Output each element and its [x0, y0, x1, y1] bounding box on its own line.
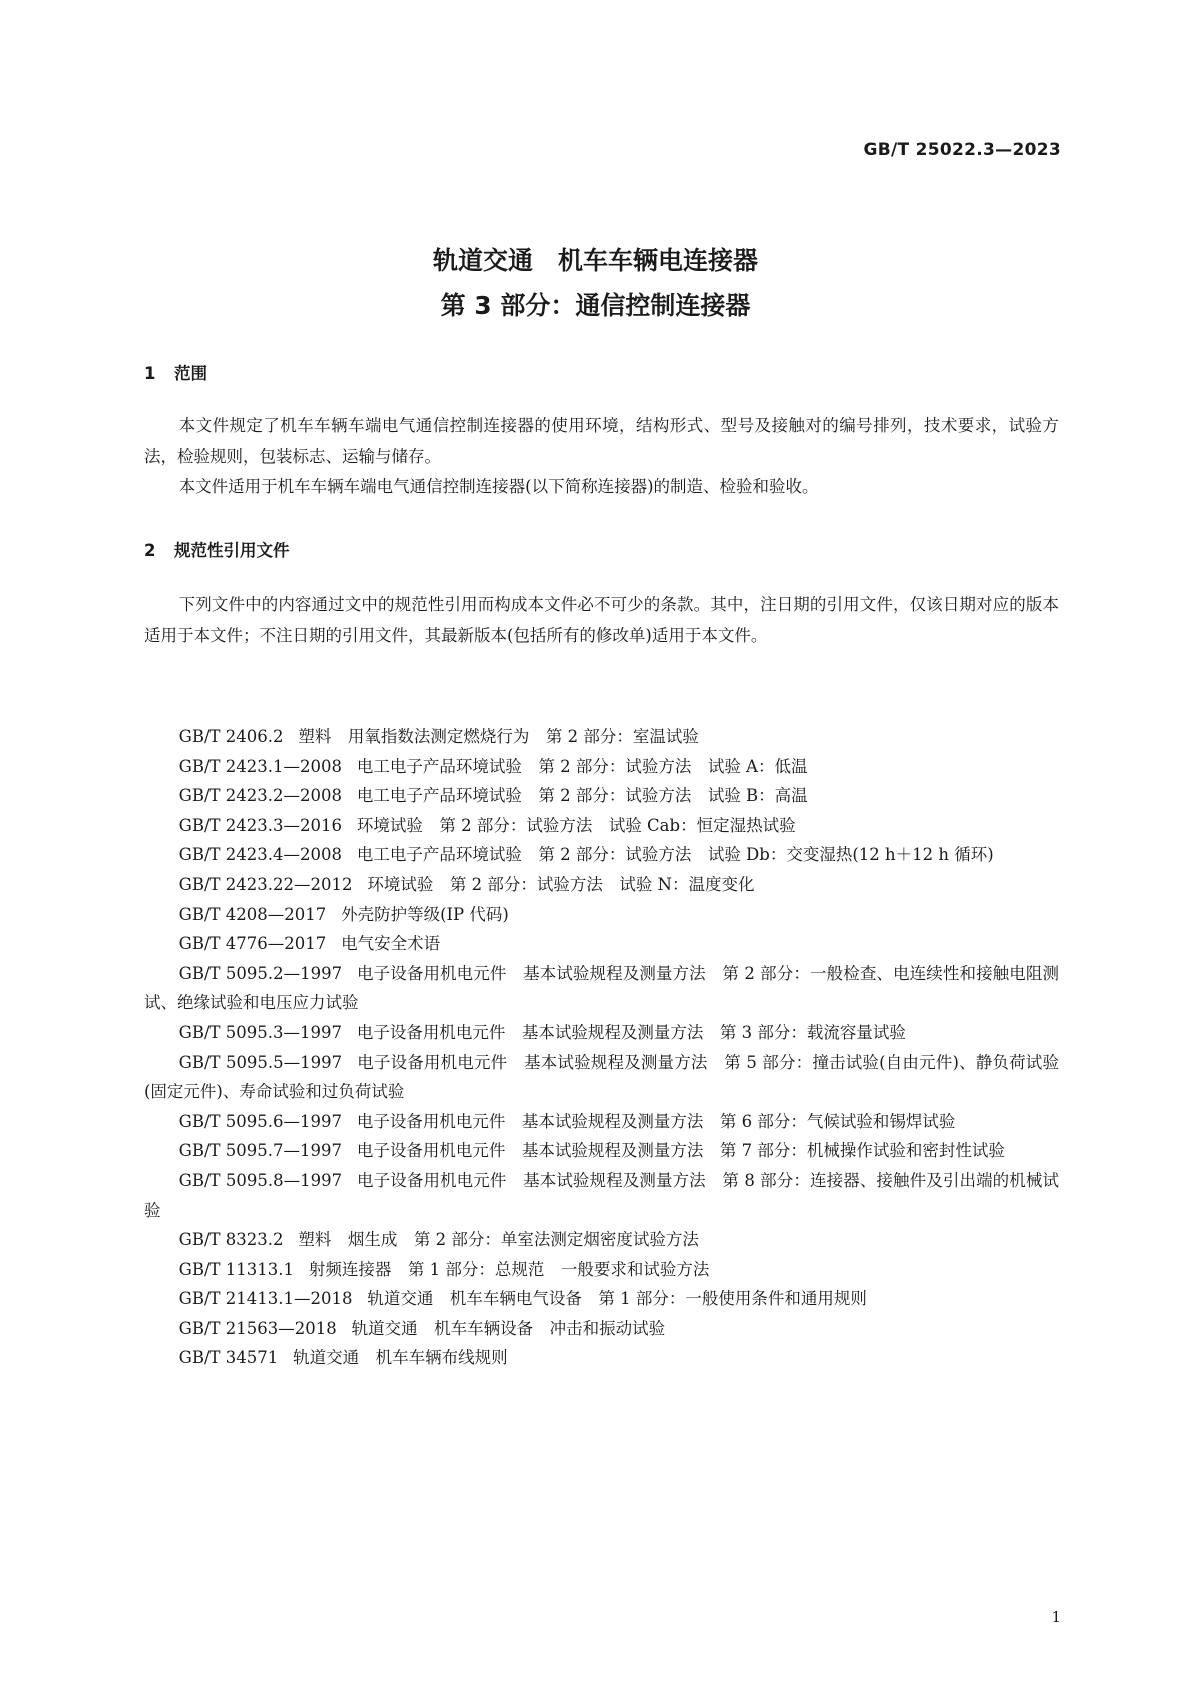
- reference-item: [144, 959, 1059, 1018]
- reference-item: [144, 811, 1059, 841]
- reference-title: 电子设备用机电元件 基本试验规程及测量方法 第 2 部分：一般检查、电连续性和接触电阻测试、绝缘试验和电压应力试验: [144, 963, 1059, 1013]
- reference-code: GB/T 5095.8—1997: [178, 1170, 343, 1190]
- reference-title: 环境试验 第 2 部分：试验方法 试验 Cab：恒定湿热试验: [356, 815, 796, 835]
- reference-code: GB/T 5095.3—1997: [178, 1022, 342, 1042]
- reference-item: [144, 1018, 1059, 1048]
- reference-item: [144, 1314, 1059, 1344]
- reference-code: GB/T 2406.2: [178, 727, 284, 746]
- reference-code: GB/T 8323.2: [178, 1230, 284, 1250]
- reference-title: 轨道交通 机车车辆电气设备 第 1 部分：一般使用条件和通用规则: [367, 1289, 867, 1309]
- section-1-heading: [144, 360, 207, 384]
- section-title: 范围: [174, 364, 207, 383]
- reference-list: [144, 722, 1059, 1373]
- reference-item: [144, 781, 1059, 811]
- reference-code: GB/T 5095.2—1997: [178, 963, 343, 983]
- reference-title: 电子设备用机电元件 基本试验规程及测量方法 第 5 部分：撞击试验(自由元件)、静负荷试验(固定元件)、寿命试验和过负荷试验: [144, 1052, 1059, 1102]
- page-number: 1: [1051, 1608, 1061, 1626]
- reference-title: 电子设备用机电元件 基本试验规程及测量方法 第 3 部分：载流容量试验: [356, 1022, 906, 1042]
- reference-item: [144, 1136, 1059, 1166]
- section-1-paragraph-2: 本文件适用于机车车辆车端电气通信控制连接器(以下简称连接器)的制造、检验和验收。: [178, 477, 819, 496]
- reference-item: [144, 1107, 1059, 1137]
- reference-title: 塑料 用氧指数法测定燃烧行为 第 2 部分：室温试验: [298, 727, 699, 746]
- reference-code: GB/T 5095.5—1997: [178, 1052, 343, 1072]
- reference-title: 电子设备用机电元件 基本试验规程及测量方法 第 6 部分：气候试验和锡焊试验: [356, 1111, 956, 1131]
- reference-item: [144, 900, 1059, 930]
- reference-code: GB/T 34571: [178, 1348, 279, 1368]
- reference-code: GB/T 2423.22—2012: [178, 874, 353, 894]
- reference-code: GB/T 2423.3—2016: [178, 815, 342, 835]
- reference-code: GB/T 21563—2018: [178, 1318, 337, 1338]
- reference-code: GB/T 11313.1: [178, 1259, 294, 1279]
- reference-title: 电子设备用机电元件 基本试验规程及测量方法 第 7 部分：机械操作试验和密封性试验: [356, 1141, 1005, 1161]
- reference-code: GB/T 2423.1—2008: [178, 756, 342, 776]
- reference-title: 环境试验 第 2 部分：试验方法 试验 N：温度变化: [367, 874, 755, 894]
- reference-code: GB/T 5095.7—1997: [178, 1141, 342, 1161]
- section-1-paragraph-1: 本文件规定了机车车辆车端电气通信控制连接器的使用环境，结构形式、型号及接触对的编号排列，技术要求，试验方法，检验规则，包装标志、运输与储存。: [144, 416, 1059, 466]
- reference-title: 电工电子产品环境试验 第 2 部分：试验方法 试验 A：低温: [356, 756, 808, 776]
- section-title: 规范性引用文件: [174, 541, 290, 560]
- document-title-line-1: 轨道交通 机车车辆电连接器: [432, 246, 758, 275]
- section-number: 1: [144, 364, 156, 383]
- reference-title: 外壳防护等级(IP 代码): [341, 904, 509, 924]
- reference-title: 电子设备用机电元件 基本试验规程及测量方法 第 8 部分：连接器、接触件及引出端的机械试验: [144, 1170, 1059, 1220]
- reference-title: 电气安全术语: [341, 934, 441, 954]
- reference-title: 电工电子产品环境试验 第 2 部分：试验方法 试验 Db：交变湿热(12 h＋12 h 循环): [356, 845, 994, 865]
- reference-code: GB/T 21413.1—2018: [178, 1289, 353, 1309]
- reference-code: GB/T 4776—2017: [178, 934, 327, 954]
- section-2-intro: 下列文件中的内容通过文中的规范性引用而构成本文件必不可少的条款。其中，注日期的引用文件，仅该日期对应的版本适用于本文件；不注日期的引用文件，其最新版本(包括所有的修改单)适用于本文件。: [144, 595, 1059, 645]
- reference-item: [144, 1255, 1059, 1285]
- standard-code: GB/T 25022.3—2023: [863, 140, 1061, 160]
- reference-item: [144, 1225, 1059, 1255]
- reference-title: 塑料 烟生成 第 2 部分：单室法测定烟密度试验方法: [298, 1230, 699, 1250]
- reference-item: [144, 840, 1059, 870]
- reference-title: 电工电子产品环境试验 第 2 部分：试验方法 试验 B：高温: [356, 786, 808, 806]
- reference-title: 轨道交通 机车车辆设备 冲击和振动试验: [351, 1318, 666, 1338]
- reference-item: [144, 929, 1059, 959]
- reference-title: 轨道交通 机车车辆布线规则: [293, 1348, 508, 1368]
- reference-code: GB/T 4208—2017: [178, 904, 327, 924]
- reference-code: GB/T 2423.2—2008: [178, 786, 342, 806]
- reference-item: [144, 1048, 1059, 1107]
- reference-item: [144, 722, 1059, 752]
- reference-item: [144, 752, 1059, 782]
- reference-item: [144, 870, 1059, 900]
- reference-item: [144, 1284, 1059, 1314]
- reference-item: [144, 1166, 1059, 1225]
- section-number: 2: [144, 541, 156, 560]
- section-2-heading: [144, 537, 290, 561]
- reference-title: 射频连接器 第 1 部分：总规范 一般要求和试验方法: [308, 1259, 710, 1279]
- document-title-line-2: 第 3 部分：通信控制连接器: [440, 291, 751, 320]
- reference-item: [144, 1343, 1059, 1373]
- reference-code: GB/T 2423.4—2008: [178, 845, 342, 865]
- reference-code: GB/T 5095.6—1997: [178, 1111, 342, 1131]
